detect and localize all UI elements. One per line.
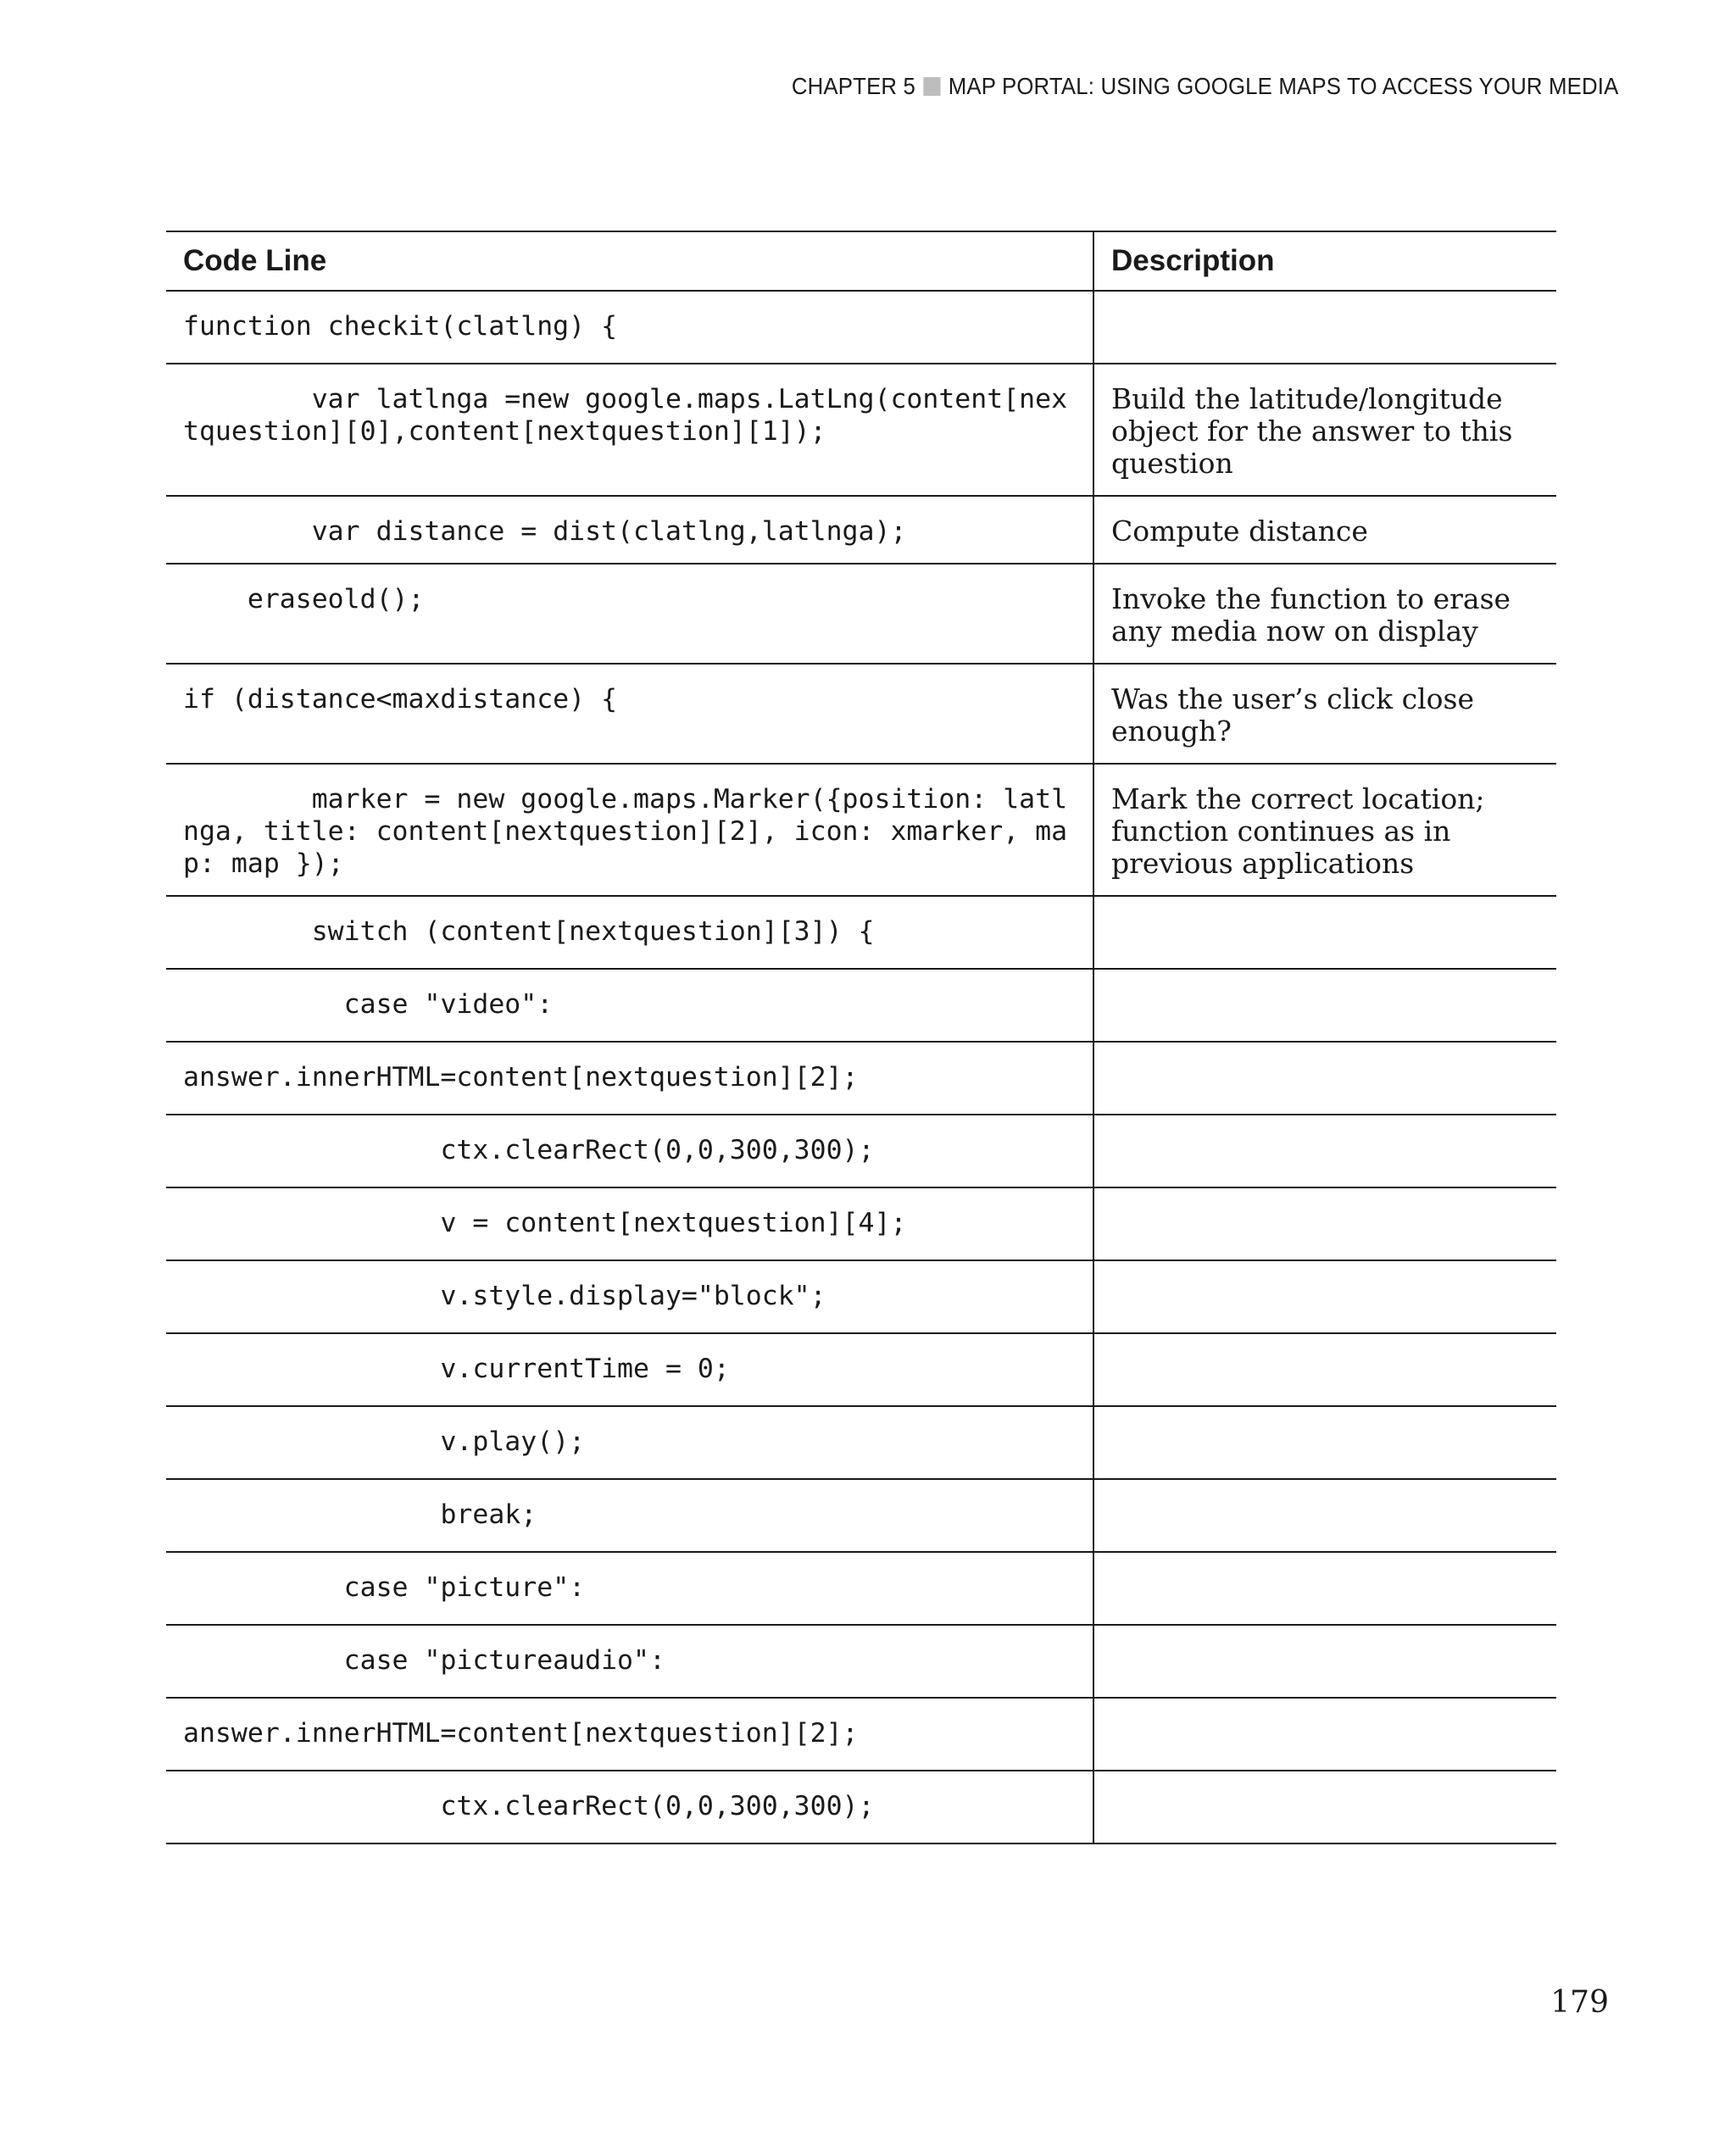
column-header-description: Description <box>1093 231 1556 291</box>
table-row <box>166 1552 1556 1625</box>
table-row <box>166 896 1556 969</box>
code-line-cell: if (distance<maxdistance) { <box>166 664 1093 764</box>
table-body <box>166 291 1556 1843</box>
table-header-row <box>166 231 1556 291</box>
running-header <box>792 73 1619 100</box>
code-line-cell: eraseold(); <box>166 564 1093 664</box>
description-cell <box>1093 1771 1556 1843</box>
description-cell: Invoke the function to erase any media now on display <box>1093 564 1556 664</box>
table-row <box>166 1115 1556 1187</box>
description-cell: Build the latitude/longitude object for the answer to this question <box>1093 364 1556 496</box>
description-cell <box>1093 896 1556 969</box>
description-cell <box>1093 1042 1556 1115</box>
description-cell <box>1093 1187 1556 1260</box>
table-row <box>166 1771 1556 1843</box>
table-row <box>166 1406 1556 1479</box>
code-line-cell: break; <box>166 1479 1093 1552</box>
column-header-code-line: Code Line <box>166 231 1093 291</box>
code-line-cell: case "pictureaudio": <box>166 1625 1093 1698</box>
description-cell: Was the user’s click close enough? <box>1093 664 1556 764</box>
code-line-cell: answer.innerHTML=content[nextquestion][2]; <box>166 1698 1093 1771</box>
description-cell <box>1093 291 1556 364</box>
code-line-cell: v.style.display="block"; <box>166 1260 1093 1333</box>
code-line-cell: v.play(); <box>166 1406 1093 1479</box>
description-cell <box>1093 1698 1556 1771</box>
description-cell <box>1093 1115 1556 1187</box>
code-line-cell: var distance = dist(clatlng,latlnga); <box>166 496 1093 564</box>
chapter-title: MAP PORTAL: USING GOOGLE MAPS TO ACCESS YOUR MEDIA <box>949 73 1619 99</box>
code-line-cell: var latlnga =new google.maps.LatLng(content[nextquestion][0],content[nextquestion][1]); <box>166 364 1093 496</box>
description-cell <box>1093 969 1556 1042</box>
code-line-cell: function checkit(clatlng) { <box>166 291 1093 364</box>
table-row <box>166 969 1556 1042</box>
description-cell: Compute distance <box>1093 496 1556 564</box>
description-cell <box>1093 1333 1556 1406</box>
table-row <box>166 291 1556 364</box>
table-row <box>166 1479 1556 1552</box>
table-row <box>166 1260 1556 1333</box>
table-row <box>166 764 1556 896</box>
table-row <box>166 1333 1556 1406</box>
table-row <box>166 364 1556 496</box>
code-description-table <box>166 231 1556 1844</box>
code-line-cell: ctx.clearRect(0,0,300,300); <box>166 1771 1093 1843</box>
table-row <box>166 664 1556 764</box>
code-line-cell: answer.innerHTML=content[nextquestion][2]; <box>166 1042 1093 1115</box>
description-cell <box>1093 1406 1556 1479</box>
description-cell <box>1093 1552 1556 1625</box>
code-line-cell: switch (content[nextquestion][3]) { <box>166 896 1093 969</box>
table-row <box>166 496 1556 564</box>
table-row <box>166 1698 1556 1771</box>
code-line-cell: v = content[nextquestion][4]; <box>166 1187 1093 1260</box>
header-separator-square <box>924 77 941 96</box>
page-number: 179 <box>1550 1985 1609 2020</box>
table-row <box>166 1187 1556 1260</box>
code-line-cell: ctx.clearRect(0,0,300,300); <box>166 1115 1093 1187</box>
code-line-cell: case "picture": <box>166 1552 1093 1625</box>
table-row <box>166 1625 1556 1698</box>
table-row <box>166 564 1556 664</box>
code-line-cell: v.currentTime = 0; <box>166 1333 1093 1406</box>
description-cell: Mark the correct location; function continues as in previous applications <box>1093 764 1556 896</box>
chapter-label: CHAPTER 5 <box>792 73 916 99</box>
description-cell <box>1093 1260 1556 1333</box>
code-line-cell: case "video": <box>166 969 1093 1042</box>
description-cell <box>1093 1625 1556 1698</box>
description-cell <box>1093 1479 1556 1552</box>
table-row <box>166 1042 1556 1115</box>
code-line-cell: marker = new google.maps.Marker({position: latlnga, title: content[nextquestion][2], icon: xmarker, map: map }); <box>166 764 1093 896</box>
